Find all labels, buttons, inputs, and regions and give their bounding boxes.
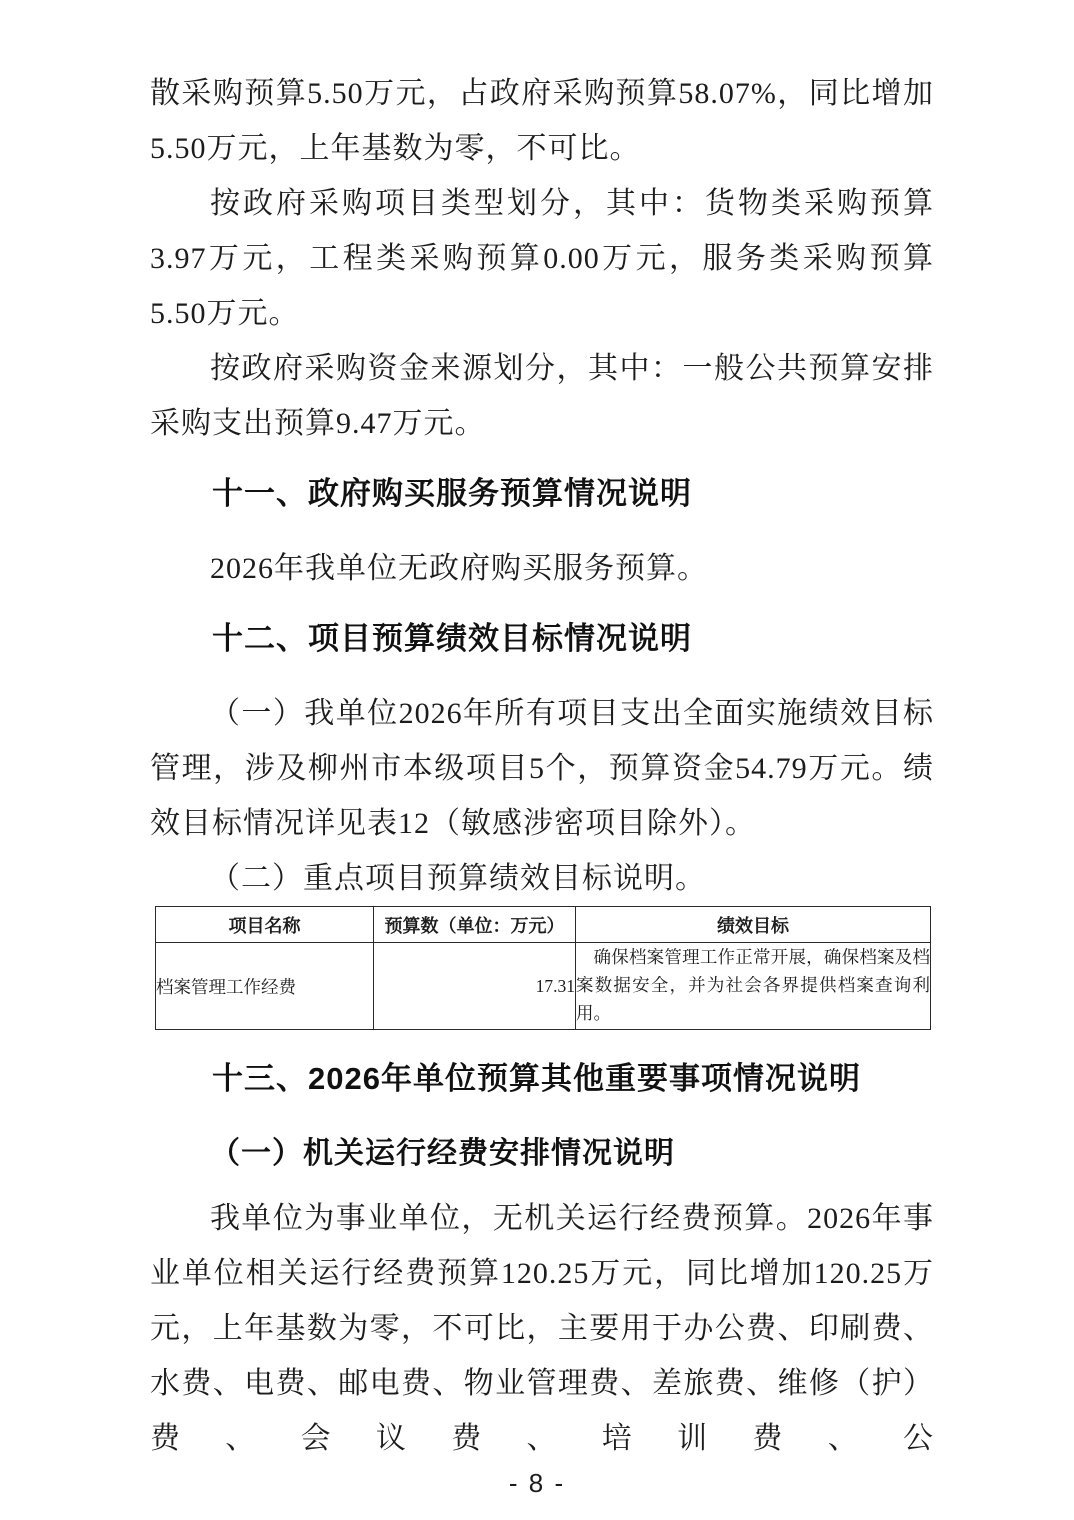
paragraph-procurement-by-type: 按政府采购项目类型划分，其中：货物类采购预算3.97万元，工程类采购预算0.00万元，服务类采购预算5.50万元。	[150, 187, 934, 330]
paragraph-section-12-item-1: （一）我单位2026年所有项目支出全面实施绩效目标管理，涉及柳州市本级项目5个，预算资金54.79万元。绩效目标情况详见表12（敏感涉密项目除外）。	[150, 697, 934, 840]
paragraph-section-12-item-2: （二）重点项目预算绩效目标说明。	[210, 862, 706, 895]
table-header-budget: 预算数（单位：万元）	[374, 907, 576, 943]
paragraph-decentralized-procurement-carryover: 散采购预算5.50万元，占政府采购预算58.07%，同比增加5.50万元，上年基数为零，不可比。	[150, 77, 934, 165]
heading-section-13-sub-1: （一）机关运行经费安排情况说明	[210, 1137, 675, 1170]
heading-section-13: 十三、2026年单位预算其他重要事项情况说明	[212, 1061, 861, 1096]
paragraph-section-13-sub-1: 我单位为事业单位，无机关运行经费预算。2026年事业单位相关运行经费预算120.25万元，同比增加120.25万元，上年基数为零，不可比，主要用于办公费、印刷费、水费、电费、邮电费、物业管理费、差旅费、维修（护）费、会议费、培训费、公	[150, 1202, 934, 1455]
heading-section-12: 十二、项目预算绩效目标情况说明	[212, 621, 692, 656]
document-body	[150, 66, 934, 1466]
table-header-row	[156, 907, 931, 943]
table-header-project-name: 项目名称	[156, 907, 374, 943]
performance-target-table	[155, 906, 931, 1030]
table-cell-budget: 17.31	[374, 943, 576, 1030]
table-row	[156, 943, 931, 1030]
paragraph-procurement-by-fund-source: 按政府采购资金来源划分，其中：一般公共预算安排采购支出预算9.47万元。	[150, 352, 934, 440]
table-cell-project-name: 档案管理工作经费	[156, 943, 374, 1030]
page-number: - 8 -	[508, 1468, 566, 1498]
table-header-performance-target: 绩效目标	[576, 907, 931, 943]
table-cell-performance-target: 确保档案管理工作正常开展，确保档案及档案数据安全，并为社会各界提供档案查询利用。	[576, 943, 931, 1030]
heading-section-11: 十一、政府购买服务预算情况说明	[212, 476, 692, 511]
paragraph-section-11: 2026年我单位无政府购买服务预算。	[210, 552, 708, 585]
